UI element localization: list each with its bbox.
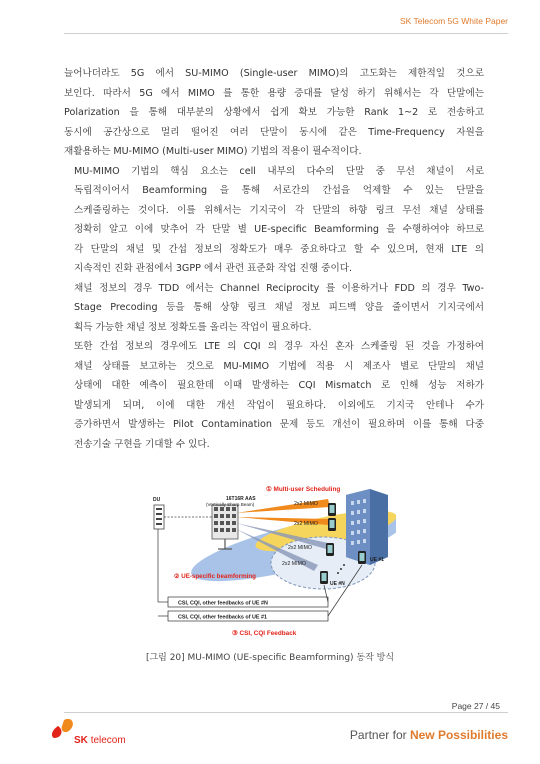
text-line: 발생되게 되며, 이에 대한 개선 작업이 필요하다. 이외에도 기지국 안테나 수가: [74, 399, 484, 411]
paragraph: [64, 162, 484, 279]
text-line: 또한 간섭 정보의 경우에도 LTE 의 CQI 의 경우 자신 혼자 스케줄링 된 것을 가정하여: [74, 341, 484, 352]
text-line: 지속적인 진화 관점에서 3GPP 에서 관련 표준화 작업 진행 중이다.: [74, 263, 353, 274]
paragraph: [64, 337, 484, 454]
body-text: [64, 64, 484, 454]
phone-icon: [326, 543, 334, 556]
text-line: 재활용하는 MU-MIMO (Multi-user MIMO) 기법의 적용이 필수적이다.: [64, 146, 362, 157]
text-line: 획득 가능한 채널 정보 정확도를 올리는 작업이 필요하다.: [74, 321, 312, 333]
text-line: 정확히 알고 이에 맞추어 각 단말 별 UE-specific Beamforming 을 수행하여야 하므로: [74, 224, 484, 235]
logo-telecom: telecom: [90, 735, 126, 746]
text-line: 스케줄링하는 것이다. 이를 위해서는 기지국이 각 단말의 하향 링크 무선 채널 상태를: [74, 204, 484, 216]
footer-divider: [64, 712, 508, 713]
building-icon: [346, 489, 388, 565]
page-number: Page 27 / 45: [451, 701, 500, 711]
figure-caption: [그림 20] MU-MIMO (UE-specific Beamforming) 동작 방식: [145, 653, 395, 663]
text-line: 채널 정보의 경우 TDD 에서는 Channel Reciprocity 를 이용하거나 FDD 의 경우 Two-: [74, 282, 484, 294]
antenna-array-icon: [212, 505, 238, 549]
text-line: Stage Precoding 등을 통해 상향 링크 채널 정보 피드백 양을 줄이면서 기지국에서: [74, 302, 484, 313]
label-aas: 16T16R AAS: [226, 496, 256, 502]
label-feedback-row-1: CSI, CQI, other feedbacks of UE #1: [178, 614, 267, 621]
label-aas-sub: (Vertically Sharp Beam): [206, 502, 255, 507]
text-line: MU-MIMO 기법의 핵심 요소는 cell 내부의 다수의 단말 중 무선 채널이 서로: [74, 165, 484, 177]
logo-sk: SK: [74, 735, 88, 746]
text-line: 전송기술 구현을 기대할 수 있다.: [74, 438, 210, 450]
label-csi-cqi-feedback: ③ CSI, CQI Feedback: [232, 630, 297, 637]
label-ue1: UE #1: [370, 557, 384, 563]
text-line: Polarization 을 통해 대부분의 상황에서 쉽게 확보 가능한 Rank 1~2 로 전송하고: [64, 107, 484, 118]
paragraph: [64, 279, 484, 338]
paragraph: [64, 64, 484, 162]
du-unit-icon: [154, 505, 164, 529]
phone-icon: [320, 571, 328, 584]
text-line: 각 단말의 채널 및 간섭 정보의 정확도가 매우 중요하다고 할 수 있으며, 현재 LTE 의: [74, 243, 484, 255]
text-line: 동시에 공간상으로 멀리 떨어진 여러 단말이 동시에 같은 Time-Frequency 자원을: [64, 126, 484, 138]
tagline-prefix: Partner for: [349, 728, 410, 742]
text-line: 채널 상태를 보고하는 것으로 MU-MIMO 기법에 적용 시 제조사 별로 단말의 채널: [74, 360, 484, 372]
text-line: 보인다. 따라서 5G 에서 MIMO 를 통한 용량 증대를 달성 하기 위해서는 각 단말에는: [64, 87, 484, 99]
tagline-emphasis: New Possibilities: [409, 728, 508, 742]
text-line: 증가하면서 발생하는 Pilot Contamination 문제 등도 개선이 필요하며 이를 통해 다중: [74, 419, 484, 430]
header-divider: [64, 33, 508, 34]
label-feedback-row-n: CSI, CQI, other feedbacks of UE #N: [178, 600, 268, 607]
label-ue-specific-beamforming: ② UE-specific beamforming: [174, 573, 256, 580]
label-mimo-3: 2x2 MIMO: [288, 545, 312, 551]
mu-mimo-figure: [148, 485, 396, 643]
header-title: SK Telecom 5G White Paper: [399, 16, 508, 26]
phone-icon: [328, 503, 336, 516]
logo-text: [74, 735, 126, 746]
label-mimo-4: 2x2 MIMO: [282, 561, 306, 567]
phone-icon: [358, 551, 366, 564]
mu-mimo-diagram: [148, 485, 396, 643]
label-du: DU: [153, 497, 161, 503]
label-mimo-1: 2x2 MIMO: [294, 501, 318, 507]
label-mimo-2: 2x2 MIMO: [294, 521, 318, 527]
tagline: [350, 728, 508, 742]
text-line: 늘어나더라도 5G 에서 SU-MIMO (Single-user MIMO)의 고도화는 제한적일 것으로: [64, 68, 484, 79]
text-line: 상태에 대한 예측이 필요한데 이때 발생하는 CQI Mismatch 로 인해 성능 저하가: [74, 380, 484, 391]
label-uen: UE #N: [330, 581, 345, 587]
phone-icon: [328, 518, 336, 531]
text-line: 독립적이어서 Beamforming 을 통해 서로간의 간섭을 억제할 수 있는 단말을: [74, 185, 484, 196]
label-multi-user-scheduling: ① Multi-user Scheduling: [266, 486, 341, 493]
